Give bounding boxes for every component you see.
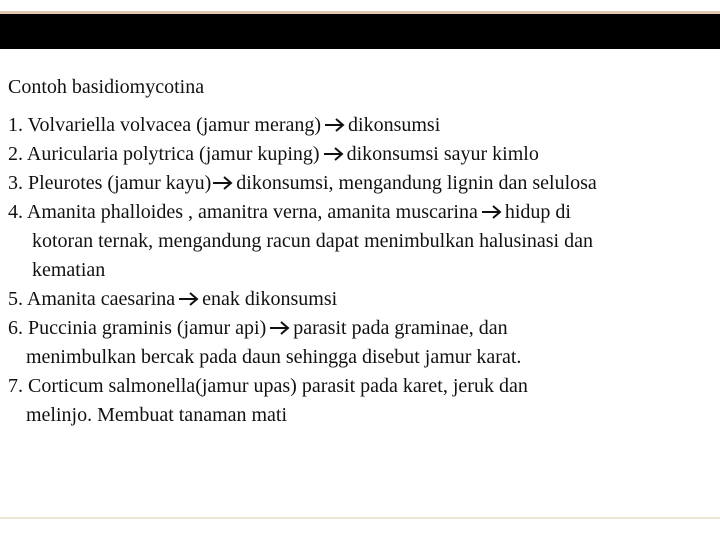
list-item-7: [8, 372, 718, 401]
list-item-6-continuation: menimbulkan bercak pada daun sehingga disebut jamur karat.: [26, 346, 522, 368]
item-number: 2.: [8, 143, 23, 165]
slide-content: [8, 73, 718, 430]
item-number: 5.: [8, 288, 23, 310]
bottom-accent-line: [0, 517, 720, 519]
item-number: 7.: [8, 375, 23, 397]
item-result: dikonsumsi, mengandung lignin dan selulosa: [236, 172, 597, 194]
list-item-2: [8, 140, 718, 169]
item-result: dikonsumsi sayur kimlo: [346, 143, 539, 165]
item-text: Volvariella volvacea (jamur merang): [27, 114, 322, 136]
list-item-4-continuation: kematian: [32, 259, 106, 281]
arrow-right-icon: [324, 117, 346, 133]
item-text: Amanita caesarina: [26, 288, 176, 310]
list-item-4-continuation: kotoran ternak, mengandung racun dapat menimbulkan halusinasi dan: [32, 230, 593, 252]
list-item-7-continuation: melinjo. Membuat tanaman mati: [26, 404, 288, 426]
item-result: dikonsumsi: [348, 114, 441, 136]
item-text: Amanita phalloides , amanitra verna, amanita muscarina: [26, 201, 478, 223]
item-text: Corticum salmonella(jamur upas) parasit pada karet, jeruk dan: [28, 375, 528, 397]
item-result: enak dikonsumsi: [202, 288, 338, 310]
list-item-3: [8, 169, 718, 198]
list-item-4: [8, 198, 718, 227]
arrow-right-icon: [178, 291, 200, 307]
list-item-5: [8, 285, 718, 314]
header-bar: [0, 14, 720, 49]
arrow-right-icon: [212, 175, 234, 191]
item-number: 3.: [8, 172, 23, 194]
item-text: Puccinia graminis (jamur api): [28, 317, 267, 339]
item-number: 1.: [8, 114, 23, 136]
item-number: 4.: [8, 201, 23, 223]
arrow-right-icon: [269, 320, 291, 336]
list-item-6: [8, 314, 718, 343]
item-text: Pleurotes (jamur kayu): [28, 172, 212, 194]
item-text: Auricularia polytrica (jamur kuping): [26, 143, 320, 165]
item-result: parasit pada graminae, dan: [293, 317, 508, 339]
list-item-1: [8, 111, 718, 140]
item-result: hidup di: [504, 201, 571, 223]
arrow-right-icon: [323, 146, 345, 162]
slide-title: Contoh basidiomycotina: [8, 76, 205, 98]
item-number: 6.: [8, 317, 23, 339]
arrow-right-icon: [481, 204, 503, 220]
